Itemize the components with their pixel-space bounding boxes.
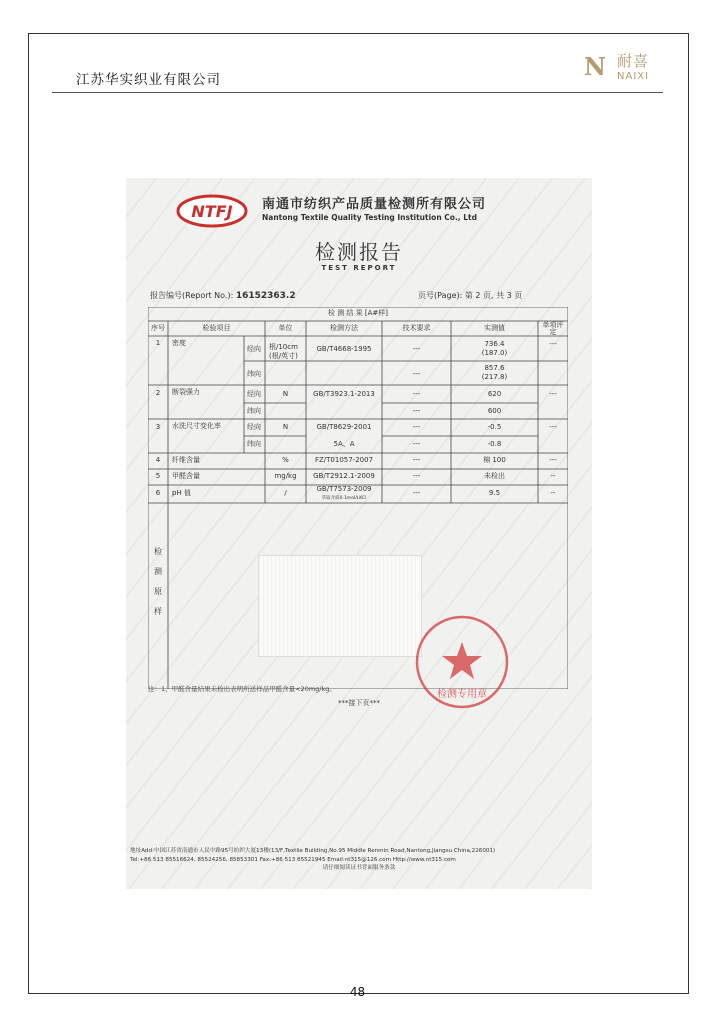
- row4-unit: %: [282, 456, 289, 464]
- report-title: 检测报告: [315, 240, 403, 264]
- stamp-text: 检测专用章: [437, 689, 487, 700]
- row2b-req: ---: [412, 407, 421, 415]
- brand-logo: [584, 50, 684, 90]
- row2-no: 2: [155, 389, 161, 397]
- row5-value: 未检出: [484, 472, 505, 480]
- scanned-report: [126, 178, 592, 889]
- page-info: 页号(Page): 第 2 页, 共 3 页: [418, 291, 523, 300]
- row2-method: GB/T3923.1-2013: [313, 390, 375, 398]
- row6-method: GB/T7573-2009: [316, 485, 372, 493]
- report-number: [150, 290, 296, 301]
- row6-req: ---: [412, 489, 421, 497]
- logo-cn: 耐喜: [617, 52, 650, 70]
- row3b-value: -0.8: [487, 440, 502, 448]
- row3-req: ---: [412, 423, 421, 431]
- fabric-sample: [258, 555, 422, 657]
- row1-no: 1: [155, 339, 161, 347]
- row6-no: 6: [155, 489, 161, 497]
- row4-req: ---: [412, 456, 421, 464]
- report-footer: [130, 847, 588, 873]
- ntfj-logo: [176, 194, 248, 228]
- row3-unit: N: [282, 423, 289, 431]
- row1b-sub: 纬向: [247, 370, 261, 378]
- row3b-req: ---: [412, 440, 421, 448]
- row2b-value: 600: [487, 407, 502, 415]
- col-item: 检验项目: [202, 324, 231, 332]
- row2-sub: 经向: [247, 390, 261, 398]
- row3-eval: ---: [549, 423, 557, 431]
- row1-unit2: (根/英寸): [269, 352, 298, 360]
- col-unit: 单位: [278, 324, 293, 332]
- row2-eval: ---: [549, 390, 557, 398]
- footer-address: 地址Add:中国江苏省南通市人民中路95号纺织大厦13楼(13/F,Textile Building,No.95 Middle Renmin Road,Nantong,Jiangsu China,226001): [130, 848, 496, 854]
- row5-method: GB/T2912.1-2009: [313, 472, 375, 480]
- row6-value: 9.5: [488, 489, 501, 497]
- row1b-req: ---: [412, 370, 421, 378]
- row6-unit: /: [284, 489, 287, 497]
- row1-value: 736.4: [484, 340, 505, 348]
- row2-item: 断裂强力: [172, 388, 200, 396]
- row2b-sub: 纬向: [247, 407, 261, 415]
- footer-contact: Tel:+86 513 85516624, 85524256, 85853301 Fax:+86 513 85521945 Email:nt315@126.com Http://www.nt315.com: [130, 856, 456, 863]
- row6-method2: 萃取介质0.1mol/LKCl: [321, 496, 367, 501]
- institution-en: Nantong Textile Quality Testing Institution Co., Ltd: [262, 213, 477, 222]
- logo-en: NAIXI: [617, 71, 650, 82]
- row4-item: 纤维含量: [172, 456, 200, 464]
- inspection-stamp: [412, 612, 512, 712]
- row3b-sub: 纬向: [247, 440, 261, 448]
- row6-item: pH 值: [172, 489, 191, 497]
- institution-cn: 南通市纺织产品质量检测所有限公司: [262, 197, 487, 212]
- row1-eval: ---: [549, 340, 557, 348]
- row1-value2: (187.0): [481, 349, 508, 357]
- logo-monogram: N: [584, 52, 603, 81]
- footer-notice: 请仔细阅读证书背面服务条款: [322, 865, 396, 871]
- row3-value: -0.5: [487, 423, 502, 431]
- row4-value: 棉 100: [483, 456, 506, 464]
- row5-no: 5: [155, 472, 161, 480]
- row1-unit: 根/10cm: [269, 343, 298, 351]
- report-no-value: 16152363.2: [235, 291, 296, 301]
- row3-sub: 经向: [247, 423, 261, 431]
- col-eval: 单项评定: [542, 321, 564, 336]
- row4-method: FZ/T01057-2007: [314, 456, 374, 464]
- row6-eval: --: [550, 489, 556, 497]
- col-method: 检测方法: [330, 324, 358, 332]
- row3-no: 3: [155, 423, 161, 431]
- row3-method2: 5A、A: [333, 440, 355, 448]
- col-value: 实测值: [484, 324, 505, 332]
- row5-item: 甲醛含量: [172, 472, 200, 480]
- page-number: 48: [349, 985, 366, 999]
- row1-req: ---: [412, 345, 421, 353]
- row3-method: GB/T8629-2001: [316, 423, 372, 431]
- row1b-value: 857.6: [484, 364, 505, 372]
- row4-eval: ---: [549, 456, 557, 464]
- row1-sub: 经向: [247, 345, 261, 353]
- report-note: 注：1、甲醛含量结果未检出表明所送样品甲醛含量<20mg/kg。: [148, 685, 336, 693]
- row1-method: GB/T4668-1995: [316, 345, 372, 353]
- result-header: 检 测 结 果 [A#样]: [327, 309, 389, 317]
- col-req: 技术要求: [402, 324, 431, 332]
- continued-text: ***接下页***: [338, 699, 380, 707]
- row1b-value2: (217.8): [481, 373, 508, 381]
- row5-eval: --: [550, 472, 556, 480]
- header-divider: [52, 92, 663, 93]
- row1-item: 密度: [172, 339, 186, 347]
- company-name: 江苏华实织业有限公司: [76, 72, 221, 88]
- row2-value: 620: [487, 390, 502, 398]
- row3-item: 水洗尺寸变化率: [172, 422, 221, 430]
- row5-unit: mg/kg: [274, 472, 297, 480]
- row4-no: 4: [155, 456, 161, 464]
- report-subtitle: TEST REPORT: [321, 264, 397, 272]
- sample-label: 检 测 原 样: [154, 547, 162, 616]
- report-no-label: 报告编号(Report No.):: [150, 291, 234, 300]
- row5-req: ---: [412, 472, 421, 480]
- row2-req: ---: [412, 390, 421, 398]
- ntfj-logo-text: NTFJ: [191, 202, 233, 221]
- col-no: 序号: [151, 324, 165, 332]
- row2-unit: N: [282, 390, 289, 398]
